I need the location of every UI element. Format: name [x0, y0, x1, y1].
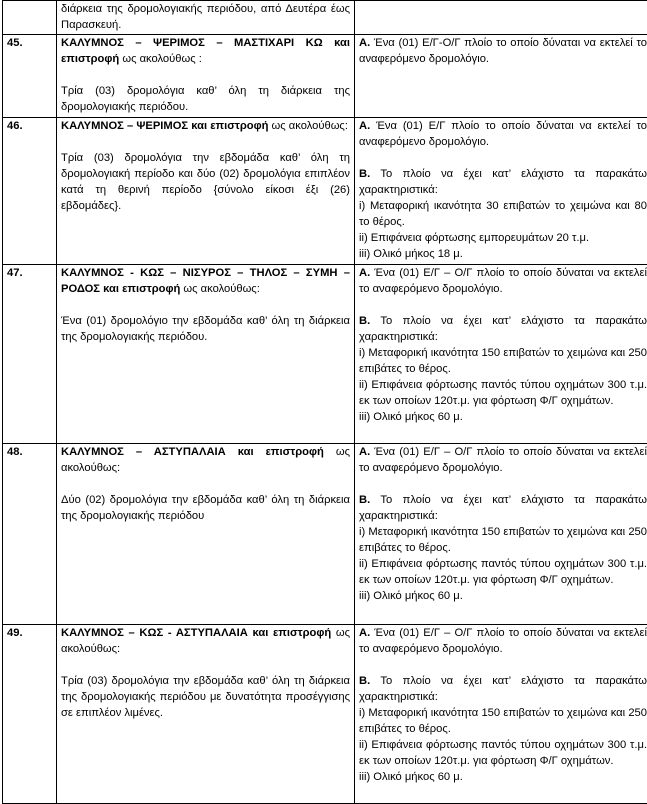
table-row — [3, 35, 647, 118]
requirement-b-text: Το πλοίο να έχει κατ’ ελάχιστο τα παρακάτω χαρακτηριστικά: — [359, 168, 647, 196]
route-description — [61, 444, 350, 476]
requirement-a-text: Ένα (01) Ε/Γ-Ο/Γ πλοίο το οποίο δύναται να εκτελεί το αναφερόμενο δρομολόγιο. — [359, 37, 647, 65]
requirement-b — [359, 673, 647, 705]
requirement-a — [359, 35, 647, 67]
row-number: 47. — [3, 265, 57, 444]
route-schedule: Τρία (03) δρομολόγια καθ’ όλη τη διάρκεια της δρομολογιακής περιόδου. — [61, 85, 350, 113]
route-description — [61, 118, 350, 134]
requirement-a-label: Α. — [359, 627, 371, 639]
route-schedule: Τρία (03) δρομολόγια την εβδομάδα καθ’ όλη τη διάρκεια της δρομολογιακής περιόδου με δυνατότητα προσέγγισης σε επιπλέον λιμένες. — [61, 675, 350, 719]
requirements-cell — [355, 35, 647, 118]
requirement-b-text: Το πλοίο να έχει κατ’ ελάχιστο τα παρακάτω χαρακτηριστικά: — [359, 315, 647, 343]
row-number: 48. — [3, 444, 57, 625]
requirement-a — [359, 444, 647, 476]
row-number: 46. — [3, 118, 57, 265]
route-cell — [57, 625, 355, 804]
route-suffix: ως ακολούθως: — [180, 283, 260, 295]
requirement-item: ii) Επιφάνεια φόρτωσης παντός τύπου οχημάτων 300 τ.μ. εκ των οποίων 120τ.μ. για φόρτωση Φ/Γ οχημάτων. — [359, 558, 647, 586]
requirement-b-text: Το πλοίο να έχει κατ’ ελάχιστο τα παρακάτω χαρακτηριστικά: — [359, 494, 647, 522]
requirement-item: iii) Ολικό μήκος 60 μ. — [359, 590, 463, 602]
requirement-a-text: Ένα (01) Ε/Γ – Ο/Γ πλοίο το οποίο δύναται να εκτελεί το αναφερόμενο δρομολόγιο. — [359, 446, 647, 474]
route-continuation: διάρκεια της δρομολογιακής περιόδου, από Δευτέρα έως Παρασκευή. — [61, 3, 350, 31]
row-number: 49. — [3, 625, 57, 804]
route-cell — [57, 118, 355, 265]
requirement-item: iii) Ολικό μήκος 60 μ. — [359, 411, 463, 423]
requirement-a-text: Ένα (01) Ε/Γ πλοίο το οποίο δύναται να εκτελεί το αναφερόμενο δρομολόγιο. — [359, 120, 647, 148]
table-row — [3, 265, 647, 444]
route-schedule: Ένα (01) δρομολόγιο την εβδομάδα καθ’ όλη τη διάρκεια της δρομολογιακής περιόδου. — [61, 315, 350, 343]
requirement-item: i) Μεταφορική ικανότητα 150 επιβατών το χειμώνα και 250 επιβάτες το θέρος. — [359, 526, 647, 554]
route-suffix: ως ακολούθως : — [119, 53, 202, 65]
route-suffix: ως ακολούθως: — [61, 627, 350, 655]
row-number: 45. — [3, 35, 57, 118]
requirement-a-text: Ένα (01) Ε/Γ – Ο/Γ πλοίο το οποίο δύναται να εκτελεί το αναφερόμενο δρομολόγιο. — [359, 627, 647, 655]
row-number — [3, 1, 57, 35]
requirement-a-label: Α. — [359, 446, 371, 458]
requirement-a — [359, 625, 647, 657]
requirements-cell — [355, 444, 647, 625]
requirements-cell — [355, 118, 647, 265]
requirement-item: i) Μεταφορική ικανότητα 30 επιβατών το χειμώνα και 80 το θέρος. — [359, 200, 647, 228]
requirement-b-label: Β. — [359, 494, 371, 506]
requirement-a-label: Α. — [359, 120, 371, 132]
requirement-b — [359, 313, 647, 345]
route-description — [61, 625, 350, 657]
routes-table — [2, 0, 647, 804]
requirement-item: iii) Ολικό μήκος 60 μ. — [359, 771, 463, 783]
route-title: ΚΑΛΥΜΝΟΣ - ΚΩΣ – ΝΙΣΥΡΟΣ – ΤΗΛΟΣ – ΣΥΜΗ – ΡΟΔΟΣ και επιστροφή — [61, 267, 350, 295]
requirement-b-text: Το πλοίο να έχει κατ’ ελάχιστο τα παρακάτω χαρακτηριστικά: — [359, 675, 647, 703]
requirement-b — [359, 166, 647, 198]
route-cell — [57, 35, 355, 118]
requirement-b-label: Β. — [359, 168, 371, 180]
table-row — [3, 1, 647, 35]
route-title: ΚΑΛΥΜΝΟΣ – ΨΕΡΙΜΟΣ – ΜΑΣΤΙΧΑΡΙ ΚΩ και επιστροφή — [61, 37, 350, 65]
route-schedule: Δύο (02) δρομολόγια την εβδομάδα καθ’ όλη τη διάρκεια της δρομολογιακής περιόδου — [61, 494, 350, 522]
requirement-item: ii) Επιφάνεια φόρτωσης παντός τύπου οχημάτων 300 τ.μ. εκ των οποίων 120τ.μ. για φόρτωση Φ/Γ οχημάτων. — [359, 739, 647, 767]
requirement-a-text: Ένα (01) Ε/Γ – Ο/Γ πλοίο το οποίο δύναται να εκτελεί το αναφερόμενο δρομολόγιο. — [359, 267, 647, 295]
requirement-a — [359, 265, 647, 297]
requirement-a — [359, 118, 647, 150]
requirement-a-label: Α. — [359, 37, 371, 49]
requirement-item: i) Μεταφορική ικανότητα 150 επιβατών το χειμώνα και 250 επιβάτες το θέρος. — [359, 347, 647, 375]
requirements-cell — [355, 265, 647, 444]
requirement-item: ii) Επιφάνεια φόρτωσης παντός τύπου οχημάτων 300 τ.μ. εκ των οποίων 120τ.μ. για φόρτωση Φ/Γ οχημάτων. — [359, 379, 647, 407]
table-row — [3, 118, 647, 265]
route-suffix: ως ακολούθως: — [268, 120, 348, 132]
route-cell — [57, 444, 355, 625]
route-schedule: Τρία (03) δρομολόγια την εβδομάδα καθ’ όλη τη δρομολογιακή περίοδο και δύο (02) δρομολόγια επιπλέον κατά τη θερινή περίοδο {σύνολο είκοσι έξι (26) εβδομάδες}. — [61, 152, 350, 212]
route-cell — [57, 265, 355, 444]
requirement-item: iii) Ολικό μήκος 18 μ. — [359, 248, 463, 260]
route-title: ΚΑΛΥΜΝΟΣ – ΑΣΤΥΠΑΛΑΙΑ και επιστροφή — [61, 446, 324, 458]
route-description — [61, 35, 350, 67]
requirement-item: ii) Επιφάνεια φόρτωσης εμπορευμάτων 20 τ.μ. — [359, 232, 590, 244]
requirement-item: i) Μεταφορική ικανότητα 150 επιβατών το χειμώνα και 250 επιβάτες το θέρος. — [359, 707, 647, 735]
route-title: ΚΑΛΥΜΝΟΣ – ΨΕΡΙΜΟΣ και επιστροφή — [61, 120, 269, 132]
route-suffix: ως ακολούθως: — [61, 446, 350, 474]
requirement-b — [359, 492, 647, 524]
route-title: ΚΑΛΥΜΝΟΣ – ΚΩΣ - ΑΣΤΥΠΑΛΑΙΑ και επιστροφή — [61, 627, 332, 639]
route-cell — [57, 1, 355, 35]
route-description — [61, 265, 350, 297]
requirement-b-label: Β. — [359, 675, 371, 687]
table-row — [3, 625, 647, 804]
table-row — [3, 444, 647, 625]
requirement-a-label: Α. — [359, 267, 371, 279]
requirements-cell — [355, 625, 647, 804]
requirement-b-label: Β. — [359, 315, 371, 327]
requirements-cell — [355, 1, 647, 35]
